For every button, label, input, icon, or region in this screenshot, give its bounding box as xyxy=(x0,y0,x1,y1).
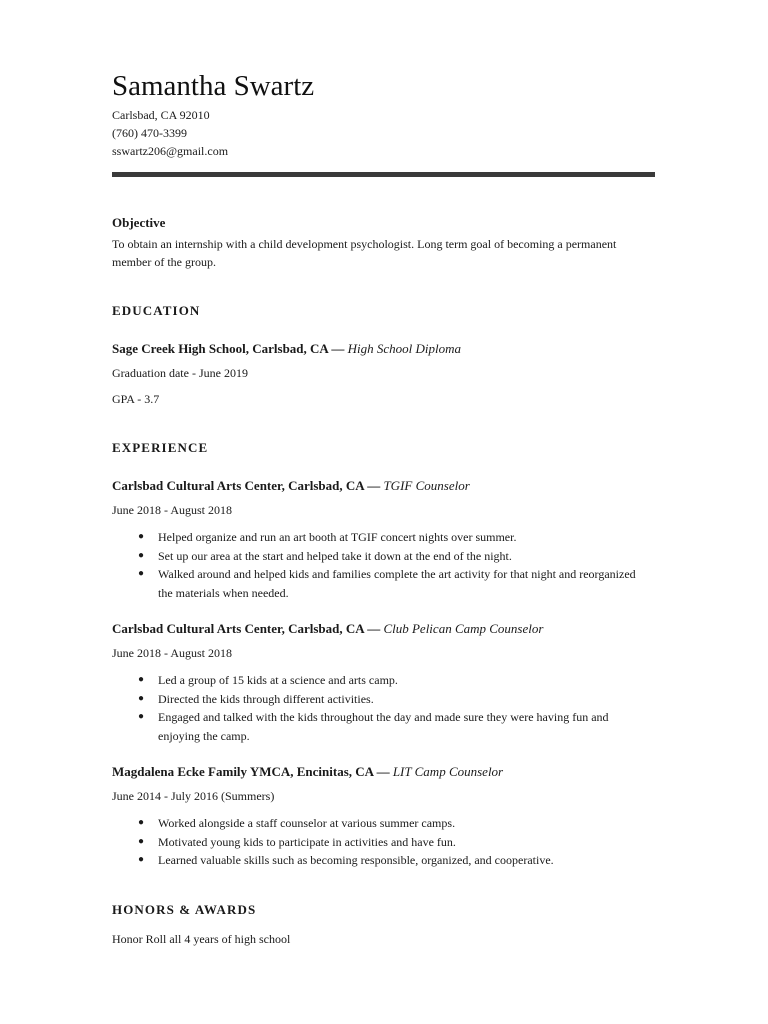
education-separator: — xyxy=(328,341,348,356)
bullet-text: Learned valuable skills such as becoming responsible, organized, and cooperative. xyxy=(158,853,554,867)
experience-section xyxy=(112,439,657,870)
honors-title: HONORS & AWARDS xyxy=(112,901,257,917)
objective-text: To obtain an internship with a child development psychologist. Long term goal of becoming a permanent member of the group. xyxy=(112,237,617,269)
bullet-icon: ● xyxy=(138,711,145,722)
resume-page xyxy=(112,68,657,948)
list-item xyxy=(112,690,638,709)
bullet-text: Motivated young kids to participate in activities and have fun. xyxy=(158,834,456,849)
bullet-text: Led a group of 15 kids at a science and arts camp. xyxy=(158,673,398,687)
experience-dates: June 2018 - August 2018 xyxy=(112,646,232,660)
resume-header xyxy=(112,68,657,160)
education-degree: High School Diploma xyxy=(347,341,461,356)
list-item xyxy=(112,565,638,602)
experience-dates: June 2018 - August 2018 xyxy=(112,503,232,517)
experience-bullets xyxy=(112,671,657,745)
experience-role: LIT Camp Counselor xyxy=(392,764,504,779)
experience-role: TGIF Counselor xyxy=(383,478,470,493)
bullet-icon: ● xyxy=(138,817,145,828)
bullet-icon: ● xyxy=(138,531,145,542)
experience-entry-heading xyxy=(112,477,657,495)
experience-entry xyxy=(112,763,657,870)
experience-role: Club Pelican Camp Counselor xyxy=(383,621,544,636)
header-divider xyxy=(112,172,655,177)
experience-entry xyxy=(112,620,657,745)
candidate-name: Samantha Swartz xyxy=(112,70,315,102)
experience-title: EXPERIENCE xyxy=(112,440,209,455)
experience-separator: — xyxy=(363,478,384,493)
experience-entry xyxy=(112,477,657,602)
objective-section xyxy=(112,214,657,271)
bullet-icon: ● xyxy=(138,674,145,685)
graduation-date: Graduation date - June 2019 xyxy=(112,366,248,380)
gpa: GPA - 3.7 xyxy=(112,392,160,406)
experience-org: Carlsbad Cultural Arts Center, Carlsbad, CA xyxy=(112,478,364,493)
bullet-text: Helped organize and run an art booth at TGIF concert nights over summer. xyxy=(158,530,517,544)
address: Carlsbad, CA 92010 xyxy=(112,108,210,122)
bullet-text: Set up our area at the start and helped take it down at the end of the night. xyxy=(158,548,512,563)
bullet-icon: ● xyxy=(138,549,145,561)
bullet-text: Engaged and talked with the kids throughout the day and made sure they were having fun and enjoying the camp. xyxy=(158,710,609,743)
bullet-text: Worked alongside a staff counselor at various summer camps. xyxy=(158,816,456,830)
education-entry-heading xyxy=(112,340,657,358)
list-item xyxy=(112,708,638,745)
experience-separator: — xyxy=(373,764,393,779)
bullet-icon: ● xyxy=(138,568,145,579)
bullet-icon: ● xyxy=(138,854,145,865)
list-item xyxy=(112,833,638,852)
bullet-text: Directed the kids through different activities. xyxy=(158,691,374,706)
education-title: EDUCATION xyxy=(112,303,201,318)
bullet-icon: ● xyxy=(138,692,145,704)
experience-org: Magdalena Ecke Family YMCA, Encinitas, CA xyxy=(112,764,374,779)
bullet-icon: ● xyxy=(138,835,145,847)
phone: (760) 470-3399 xyxy=(112,126,187,140)
education-org: Sage Creek High School, Carlsbad, CA xyxy=(112,341,329,356)
education-section xyxy=(112,302,657,408)
experience-bullets xyxy=(112,814,657,870)
email: sswartz206@gmail.com xyxy=(112,144,229,158)
list-item xyxy=(112,547,638,566)
list-item xyxy=(112,671,638,690)
objective-title: Objective xyxy=(112,215,166,230)
honors-text: Honor Roll all 4 years of high school xyxy=(112,931,291,946)
list-item xyxy=(112,528,638,547)
honors-section xyxy=(112,901,657,948)
experience-dates: June 2014 - July 2016 (Summers) xyxy=(112,789,275,803)
experience-org: Carlsbad Cultural Arts Center, Carlsbad, CA xyxy=(112,621,364,636)
experience-bullets xyxy=(112,528,657,602)
experience-entry-heading xyxy=(112,620,657,638)
experience-entry-heading xyxy=(112,763,657,781)
bullet-text: Walked around and helped kids and families complete the art activity for that night and reorganized the materials when needed. xyxy=(158,567,636,600)
list-item xyxy=(112,814,638,833)
list-item xyxy=(112,851,638,870)
experience-separator: — xyxy=(363,621,384,636)
